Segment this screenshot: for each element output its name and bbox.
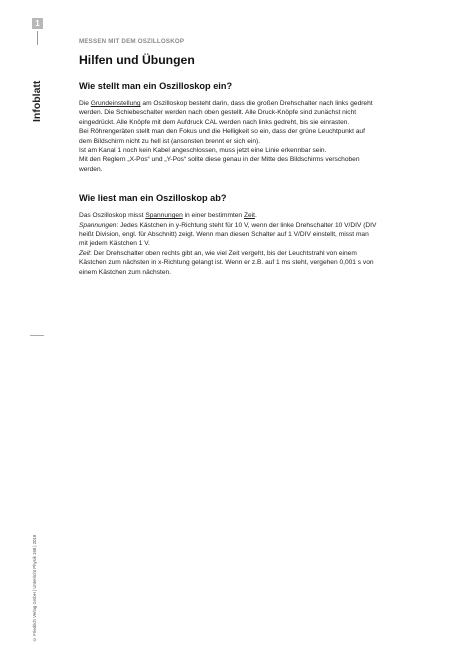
underlined-term: Zeit — [243, 212, 255, 220]
paragraph-grundeinstellung — [79, 99, 379, 127]
kicker-heading: MESSEN MIT DEM OSZILLOSKOP — [79, 38, 185, 45]
sidebar-label: Infoblatt — [31, 80, 43, 122]
copyright-notice: © Friedrich Verlag GmbH | Unterricht Physik 168 | 2018 — [32, 534, 37, 642]
paragraph-kanal: Ist am Kanal 1 noch kein Kabel angeschlossen, muss jetzt eine Linie erkennbar sein. — [79, 147, 327, 155]
sidebar-divider-middle — [30, 335, 44, 336]
section-heading-ablesen: Wie liest man ein Oszilloskop ab? — [79, 193, 227, 204]
section-heading-einstellen: Wie stellt man ein Oszilloskop ein? — [79, 81, 233, 91]
sidebar-divider-top — [37, 31, 38, 45]
text-run: : Jedes Kästchen in y-Richtung steht für 10 V, wenn der linke Drehschalter 10 V/DIV (DIV heißt Division, engl. für Abschnitt) zeigt. Wenn man diesen Schalter auf 1 V/DIV einstellt, misst man mit jedem Kästchen 1 V. — [79, 221, 377, 248]
text-run: am Oszilloskop besteht darin, dass die großen Drehschalter nach links gedreht werden. Die Schiebeschalter werden nach oben gestellt. Alle Druck-Knöpfe sind zunächst nicht eingedrückt. Alle Knöpfe mit dem Aufdruck CAL werden nach links gedreht, bis sie einrasten. — [79, 100, 373, 126]
italic-term: Zeit — [79, 249, 90, 257]
paragraph-intro — [79, 211, 379, 220]
section-body-ablesen — [79, 211, 379, 277]
text-run: in einer bestimmten — [182, 212, 244, 220]
text-run: . — [254, 212, 257, 220]
underlined-term: Grundeinstellung — [90, 100, 141, 107]
paragraph-regler: Mit den Reglern „X-Pos“ und „Y-Pos“ sollte diese genau in der Mitte des Bildschirms verschoben werden. — [79, 156, 360, 173]
underlined-term: Spannungen — [145, 212, 183, 220]
text-run: Das Oszilloskop misst — [79, 212, 146, 220]
text-run: Die — [79, 100, 91, 107]
paragraph-zeit — [79, 249, 379, 277]
paragraph-spannungen — [79, 221, 379, 249]
italic-term: Spannungen — [79, 221, 117, 229]
page-number-badge: 1 — [32, 18, 43, 29]
text-run: : Der Drehschalter oben rechts gibt an, wie viel Zeit vergeht, bis der Leuchtstrahl von einem Kästchen zum nächsten in x-Richtung gelangt ist. Wenn er z.B. auf 1 ms steht, vergehen 0,001 s von einem Kästchen zum nächsten. — [79, 249, 374, 276]
page-title: Hilfen und Übungen — [79, 53, 195, 67]
paragraph-roehrengeraete: Bei Röhrengeräten stellt man den Fokus und die Helligkeit so ein, dass der grüne Leuchtpunkt auf dem Bildschirm nicht zu hell ist (ansonsten brennt er sich ein). — [79, 128, 365, 145]
document-content — [79, 38, 379, 277]
section-body-einstellen — [79, 99, 379, 174]
